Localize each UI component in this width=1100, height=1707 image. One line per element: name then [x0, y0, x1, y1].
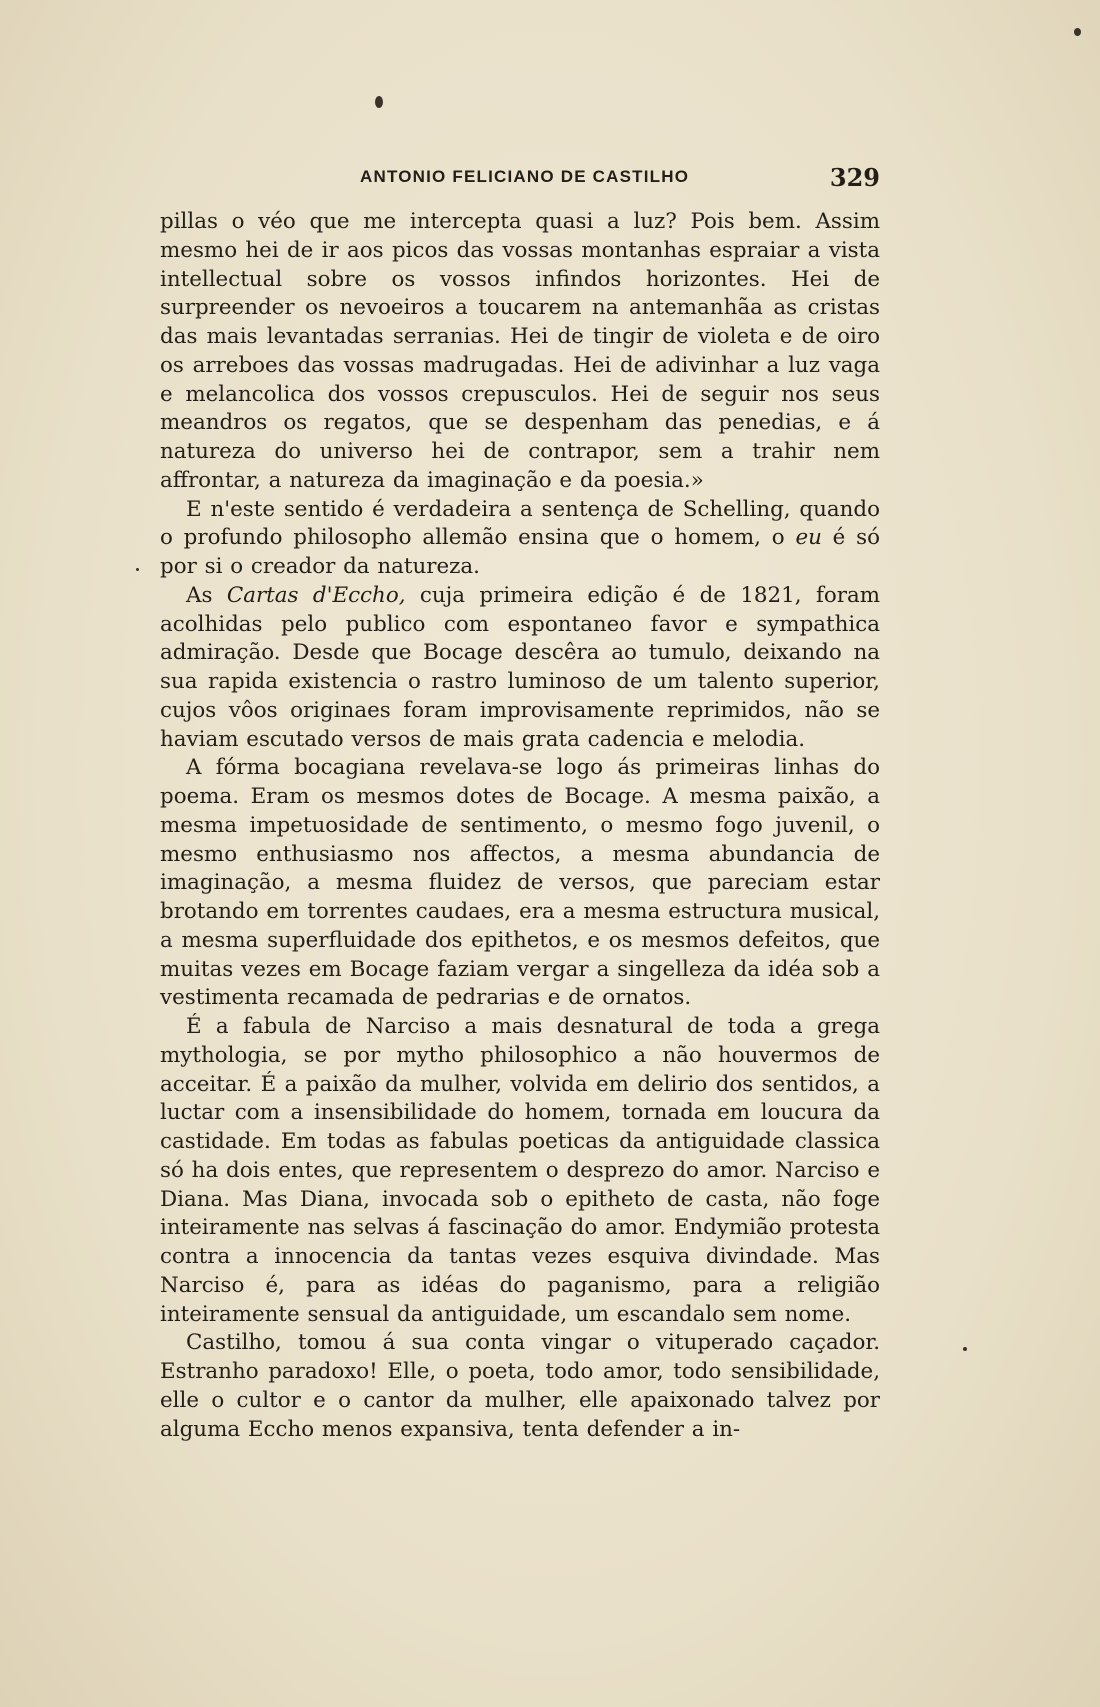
ink-speck: [375, 96, 383, 108]
paragraph: A fórma bocagiana revelava-se logo ás primeiras linhas do poema. Eram os mesmos dotes de Bocage. A mesma paixão, a mesma impetuosidade de sentimento, o mesmo fogo juvenil, o mesmo enthusiasmo nos affectos, a mesma abundancia de imaginação, a mesma fluidez de versos, que pareciam estar brotando em torrentes caudaes, era a mesma estructura musical, a mesma superfluidade dos epithetos, e os mesmos defeitos, que muitas vezes em Bocage faziam vergar a singelleza da idéa sob a vestimenta recamada de pedrarias e de ornatos.: [160, 755, 880, 1011]
ink-speck: [963, 1347, 967, 1351]
body-text: [160, 208, 880, 1444]
running-title: ANTONIO FELICIANO DE CASTILHO: [360, 167, 690, 186]
italic-text: eu: [795, 525, 822, 551]
text-run: As: [186, 582, 227, 608]
running-header: [160, 163, 880, 193]
page-number: 329: [829, 163, 880, 192]
paragraph: É a fabula de Narciso a mais desnatural de toda a grega mythologia, se por mytho philosophico a não houvermos de acceitar. É a paixão da mulher, volvida em delirio dos sentidos, a luctar com a insensibilidade do homem, tornada em loucura da castidade. Em todas as fabulas poeticas da antiguidade classica só ha dois entes, que representem o desprezo do amor. Narciso e Diana. Mas Diana, invocada sob o epitheto de casta, não foge inteiramente nas selvas á fascinação do amor. Endymião protesta contra a innocencia da tantas vezes esquiva divindade. Mas Narciso é, para as idéas do paganismo, para a religião inteiramente sensual da antiguidade, um escandalo sem nome.: [160, 1014, 880, 1327]
paragraph: [160, 582, 880, 755]
text-run: cuja primeira edição é de 1821, foram acolhidas pelo publico com espontaneo favor e sympathica admiração. Desde que Bocage descêra ao tumulo, deixando na sua rapida existencia o rastro luminoso de um talento superior, cujos vôos originaes foram improvisamente reprimidos, não se haviam escutado versos de mais grata cadencia e melodia.: [160, 582, 881, 752]
paragraph: [160, 496, 880, 582]
ink-speck: [1074, 28, 1081, 36]
paragraph: pillas o véo que me intercepta quasi a luz? Pois bem. Assim mesmo hei de ir aos picos das vossas montanhas espraiar a vista intellectual sobre os vossos infindos horizontes. Hei de surpreender os nevoeiros a toucarem na antemanhãa as cristas das mais levantadas serranias. Hei de tingir de violeta e de oiro os arreboes das vossas madrugadas. Hei de adivinhar a luz vaga e melancolica dos vossos crepusculos. Hei de seguir nos seus meandros os regatos, que se despenham das penedias, e á natureza do universo hei de contrapor, sem a trahir nem affrontar, a natureza da imaginação e da poesia.»: [160, 209, 880, 493]
ink-speck: [136, 568, 139, 571]
text-run: é só por si o creador da natureza.: [160, 525, 880, 579]
paragraph: Castilho, tomou á sua conta vingar o vituperado caçador. Estranho paradoxo! Elle, o poeta, todo amor, todo sensibilidade, elle o cultor e o cantor da mulher, elle apaixonado talvez por alguma Eccho menos expansiva, tenta defender a in-: [160, 1330, 880, 1442]
text-run: E n'este sentido é verdadeira a sentença de Schelling, quando o profundo philosopho allemão ensina que o homem, o: [160, 496, 880, 551]
italic-text: Cartas d'Eccho,: [226, 582, 406, 608]
